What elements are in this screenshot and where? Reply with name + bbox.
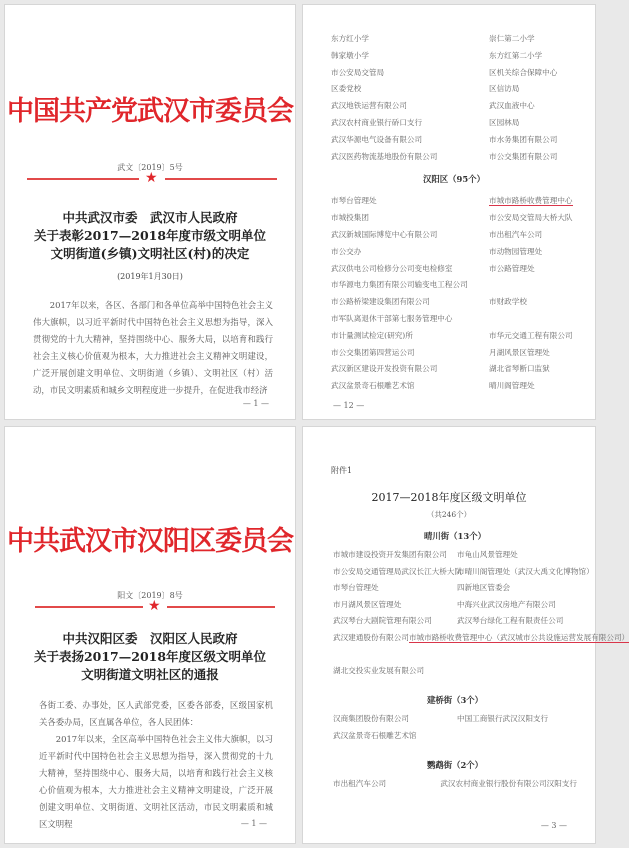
unit-name <box>333 776 440 793</box>
list-row <box>333 711 577 728</box>
section-heading: 汉阳区（95个） <box>423 174 485 185</box>
unit-name <box>457 547 577 564</box>
list-row <box>331 311 577 328</box>
paragraph: 2017年以来，全区高举中国特色社会主义伟大旗帜，以习近平新时代中国特色社会主义思想为指导，深入贯彻党的十九大精神，坚持围绕中心、服务大局，以培育和践行社会主义核心价值观为根本，大力推进社会主义精神文明建设，广泛开展创建文明单位、文明街道、文明社区活动，市民文明素质和城区文明程 <box>39 734 273 829</box>
unit-name-text: 市公交办 <box>331 246 362 256</box>
list-row <box>331 31 577 48</box>
list-row <box>331 361 577 378</box>
title-line: 关于表扬2017—2018年度区级文明单位 <box>33 649 267 664</box>
body-text <box>33 297 273 399</box>
unit-name-text: 崇仁第二小学 <box>489 34 535 43</box>
unit-name-text: 武汉建通股份有限公司 <box>333 632 409 642</box>
list-row <box>331 261 577 278</box>
document-title <box>5 630 295 684</box>
list-row <box>331 65 577 82</box>
unit-name-text: 市公安局交管局大桥大队 <box>489 213 573 223</box>
document-number: 阳文〔2019〕8号 <box>117 591 183 600</box>
unit-name-text: 市城市建设投资开发集团有限公司 <box>333 550 447 559</box>
list-row <box>333 564 594 581</box>
unit-name <box>333 613 457 630</box>
page-number: — 1 — <box>242 399 269 408</box>
unit-name-text: 区园林局 <box>489 117 520 127</box>
unit-name-text: 中国工商银行武汉汉阳支行 <box>457 714 549 723</box>
unit-name-text: 湖北省琴断口监狱 <box>489 364 550 374</box>
unit-name <box>331 244 489 261</box>
unit-name-text: 晴川阁管理处 <box>489 381 535 391</box>
section-heading: 晴川街（13个） <box>424 531 486 541</box>
title-line: 关于表彰2017—2018年度市级文明单位 <box>33 228 267 243</box>
unit-name <box>331 210 489 227</box>
unit-name <box>333 564 463 581</box>
unit-name <box>489 227 577 244</box>
list-row <box>331 277 577 294</box>
unit-name-text: 区委党校 <box>331 84 362 94</box>
unit-name-text: 市动物园管理处 <box>489 246 543 256</box>
unit-name-text: 武汉盆景奇石根雕艺术馆 <box>333 730 417 740</box>
body-text <box>39 697 273 833</box>
page-number: — 3 — <box>540 821 567 830</box>
unit-name-text: 东方红第二小学 <box>489 50 543 60</box>
unit-name <box>457 711 577 728</box>
red-rule-left <box>27 178 139 180</box>
unit-name-text: 市晴川阁管理处（武汉大禹文化博物馆） <box>457 566 594 576</box>
unit-name <box>331 227 489 244</box>
unit-name <box>333 711 457 728</box>
unit-name-text: 市出租汽车公司 <box>489 229 543 239</box>
document-title <box>5 209 295 263</box>
unit-name-text: 汉商集团股份有限公司 <box>333 714 409 723</box>
unit-name <box>331 311 489 328</box>
unit-name <box>489 294 577 311</box>
document-date: (2019年1月30日) <box>117 272 183 281</box>
unit-name <box>333 728 457 745</box>
unit-name <box>331 261 489 278</box>
unit-name <box>409 630 629 663</box>
unit-name <box>331 81 489 98</box>
unit-name <box>331 193 489 210</box>
unit-name <box>489 261 577 278</box>
unit-name-text: 中海兴业武汉房地产有限公司 <box>457 599 556 609</box>
attachment-subtitle: （共246个） <box>426 510 472 519</box>
unit-name-text: 市龟山风景管理处 <box>457 550 518 559</box>
unit-name <box>331 328 489 345</box>
list-row <box>333 728 577 745</box>
unit-name <box>457 613 577 630</box>
unit-name-text: 市公交集团有限公司 <box>489 151 558 161</box>
unit-name-text: 市月湖风景区管理处 <box>333 599 402 609</box>
unit-name <box>331 132 489 149</box>
salutation: 各街工委、办事处，区人武部党委，区委各部委，区级国家机关各委办局，区直属各单位，各人民团体： <box>39 700 273 727</box>
unit-name <box>333 547 457 564</box>
unit-name <box>489 31 577 48</box>
page-number: — 1 — <box>240 819 267 828</box>
attachment-label: 附件1 <box>331 466 353 475</box>
unit-name <box>331 115 489 132</box>
star-icon: ★ <box>145 170 158 186</box>
unit-name-text: 武汉供电公司检修分公司变电检修室 <box>331 263 453 273</box>
unit-name <box>331 345 489 362</box>
list-row <box>331 378 577 395</box>
unit-name-text: 武汉新区建设开发投资有限公司 <box>331 364 438 374</box>
unit-name-text: 湖北交投实业发展有限公司 <box>333 665 425 675</box>
list-row <box>331 210 577 227</box>
red-letterhead: 中国共产党武汉市委员会 <box>7 96 293 127</box>
unit-name-text: 武汉琴台大剧院管理有限公司 <box>333 616 432 625</box>
unit-rows-bottom <box>331 193 577 395</box>
unit-name <box>489 115 577 132</box>
page-municipal-decision <box>4 4 296 420</box>
title-line: 文明街道(乡镇)文明社区(村)的决定 <box>50 246 250 261</box>
unit-name-text: 武汉医药物流基地股份有限公司 <box>331 151 438 161</box>
unit-name-text: 四新地区管委会 <box>457 583 511 592</box>
unit-name <box>333 663 457 680</box>
unit-name-text: 武汉地铁运营有限公司 <box>331 101 407 111</box>
unit-name <box>331 277 489 294</box>
unit-name <box>489 378 577 395</box>
unit-name-text: 市公路管理处 <box>489 263 535 273</box>
page-number: — 12 — <box>333 401 365 410</box>
unit-name <box>489 65 577 82</box>
red-letterhead: 中共武汉市汉阳区委员会 <box>7 526 293 557</box>
unit-name-text: 区信访局 <box>489 84 520 94</box>
unit-name <box>457 663 577 680</box>
list-row <box>333 547 577 564</box>
unit-name-text: 市公交集团第四营运公司 <box>331 347 415 357</box>
unit-name-text: 武汉农村商业银行股份有限公司汉阳支行 <box>440 779 577 788</box>
list-row <box>331 193 577 210</box>
list-row <box>333 613 577 630</box>
unit-rows-top <box>331 31 577 165</box>
unit-name <box>457 597 577 614</box>
unit-name-text: 武汉血液中心 <box>489 101 535 111</box>
unit-name <box>489 328 577 345</box>
unit-name <box>489 132 577 149</box>
list-row <box>331 132 577 149</box>
star-icon: ★ <box>148 598 161 614</box>
list-row <box>331 328 577 345</box>
unit-name <box>331 98 489 115</box>
title-line: 中共武汉市委 武汉市人民政府 <box>62 210 238 225</box>
unit-name-text: 市华源电力集团有限公司输变电工程公司 <box>331 280 468 290</box>
unit-name-text: 市公安局交管局 <box>331 67 385 77</box>
paragraph: 2017年以来，各区、各部门和各单位高举中国特色社会主义伟大旗帜，以习近平新时代中国特色社会主义思想为指导，深入贯彻党的十九大精神，坚持围绕中心、服务大局，以培育和践行社会主义核心价值观为根本，大力推进社会主义精神文明建设，广泛开展创建文明单位、文明街道（乡镇）、文明社区（村）活动，市民文明素质和城乡文明程度进一步提升，在促进我市经济 <box>33 300 273 395</box>
unit-name-text: 武汉盆景奇石根雕艺术馆 <box>331 381 415 391</box>
unit-name <box>489 81 577 98</box>
red-rule-right <box>165 178 277 180</box>
unit-name-text: 月湖风景区管理处 <box>489 347 550 357</box>
unit-list <box>331 31 577 395</box>
unit-name <box>331 31 489 48</box>
unit-name-text: 韩家墩小学 <box>331 50 369 60</box>
unit-name <box>440 776 577 793</box>
unit-name <box>457 728 577 745</box>
unit-name <box>457 564 594 581</box>
unit-name-text: 市华元交通工程有限公司 <box>489 330 573 340</box>
unit-name <box>489 48 577 65</box>
list-row <box>333 663 577 680</box>
unit-name <box>489 361 577 378</box>
unit-name <box>489 244 577 261</box>
unit-name-text: 市公安局交通管理局武汉长江大桥大队 <box>333 566 463 576</box>
unit-name-text: 市出租汽车公司 <box>333 779 387 788</box>
unit-name <box>489 345 577 362</box>
list-row <box>333 776 577 793</box>
unit-name <box>489 277 577 294</box>
unit-name-text: 武汉新城国际博览中心有限公司 <box>331 229 438 239</box>
section-heading: 鹦鹉街（2个） <box>426 760 484 770</box>
unit-name-text: 市公路桥梁建设集团有限公司 <box>331 297 430 307</box>
title-line: 中共汉阳区委 汉阳区人民政府 <box>62 631 238 646</box>
unit-name-text: 武汉琴台绿化工程有限责任公司 <box>457 616 564 625</box>
unit-list <box>333 525 629 793</box>
list-row <box>331 149 577 166</box>
unit-name-text: 市琴台管理处 <box>333 583 379 592</box>
unit-name <box>489 149 577 166</box>
unit-name <box>489 311 577 328</box>
unit-name <box>331 48 489 65</box>
red-rule-right <box>167 606 275 608</box>
unit-name <box>489 98 577 115</box>
unit-name-text: 市水务集团有限公司 <box>489 134 558 144</box>
unit-name-text: 市城投集团 <box>331 213 369 223</box>
unit-name <box>331 65 489 82</box>
unit-name <box>333 580 457 597</box>
list-row <box>333 630 629 663</box>
unit-name-text: 武汉华源电气设备有限公司 <box>331 134 423 144</box>
title-line: 文明街道文明社区的通报 <box>81 667 219 682</box>
page-unit-list-12 <box>302 4 596 420</box>
unit-name <box>331 361 489 378</box>
unit-name <box>331 378 489 395</box>
list-row <box>331 294 577 311</box>
list-row <box>331 227 577 244</box>
list-row <box>331 115 577 132</box>
list-row <box>331 244 577 261</box>
document-number: 武文〔2019〕5号 <box>117 163 183 172</box>
unit-name-text: 区机关综合保障中心 <box>489 67 558 77</box>
red-rule-left <box>35 606 143 608</box>
page-district-notice <box>4 426 296 844</box>
list-row <box>331 48 577 65</box>
list-row <box>331 81 577 98</box>
list-row <box>331 345 577 362</box>
unit-name <box>489 193 577 210</box>
unit-name-text: 市城市路桥收费管理中心 <box>489 196 573 206</box>
list-row <box>333 580 577 597</box>
unit-name <box>333 630 409 663</box>
list-row <box>333 597 577 614</box>
unit-name <box>457 580 577 597</box>
unit-name-text: 东方红小学 <box>331 34 369 43</box>
list-row <box>331 98 577 115</box>
attachment-title: 2017—2018年度区级文明单位 <box>371 491 527 504</box>
unit-name <box>489 210 577 227</box>
unit-name-text: 市军队离退休干部第七服务管理中心 <box>331 313 453 323</box>
page-attachment-list <box>302 426 629 844</box>
section-heading: 建桥街（3个） <box>426 695 484 705</box>
unit-name <box>331 149 489 166</box>
unit-name-text: 武汉农村商业银行硚口支行 <box>331 117 423 127</box>
unit-name-text: 市琴台管理处 <box>331 196 377 206</box>
unit-name-text: 市财政学校 <box>489 297 527 307</box>
unit-name-text: 市城市路桥收费管理中心（武汉城市公共设施运营发展有限公司） <box>408 632 629 642</box>
unit-name <box>333 597 457 614</box>
unit-name-text: 市计量测试检定(研究)所 <box>331 330 413 340</box>
unit-name <box>331 294 489 311</box>
